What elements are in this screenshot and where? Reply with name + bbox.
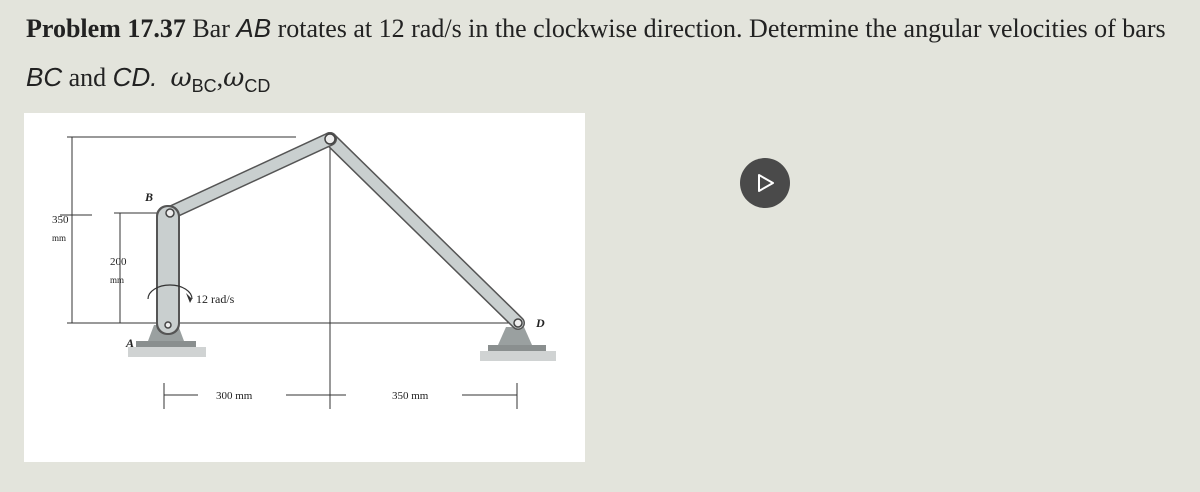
problem-number: Problem 17.37: [26, 14, 186, 43]
problem-text-2: rotates at 12 rad/s in the clockwise direction. Determine the angular velocities of bars: [277, 14, 1166, 43]
bar-ab-label: AB: [236, 13, 272, 43]
pin-b: [166, 209, 174, 217]
bar-cd-label: CD.: [112, 62, 158, 92]
play-button[interactable]: [740, 158, 790, 208]
bar-bc: [170, 139, 330, 213]
and-word: and: [68, 63, 107, 92]
problem-text-1: Bar: [192, 14, 230, 43]
comma: ,: [216, 63, 224, 92]
support-d: [480, 327, 556, 361]
bar-bc-label: BC: [26, 62, 63, 92]
pin-a: [165, 322, 171, 328]
label-a: A: [126, 336, 135, 350]
dim-350-value: 350: [52, 214, 69, 226]
bar-cd: [330, 139, 518, 323]
omega-cd-symbol: ω: [223, 63, 245, 93]
dim-200-value: 200: [110, 256, 127, 268]
bar-ab: [156, 205, 180, 335]
label-b: B: [145, 190, 154, 204]
label-d: D: [536, 316, 545, 330]
play-icon: [754, 172, 776, 194]
dim-300-label: 300 mm: [216, 390, 253, 402]
pin-c: [325, 134, 335, 144]
mechanism-figure: [24, 113, 585, 462]
omega-cd-subscript: CD: [244, 76, 271, 97]
dim-200-unit: mm: [110, 275, 125, 285]
problem-statement: [26, 4, 1176, 110]
dim-350h-label: 350 mm: [392, 390, 429, 402]
mechanism-diagram: [24, 113, 585, 462]
omega-bc-subscript: BC: [191, 76, 217, 97]
omega-bc-symbol: ω: [170, 63, 192, 93]
pin-d: [514, 319, 522, 327]
dim-350-unit: mm: [52, 233, 67, 243]
angular-velocity-label: 12 rad/s: [196, 292, 235, 306]
